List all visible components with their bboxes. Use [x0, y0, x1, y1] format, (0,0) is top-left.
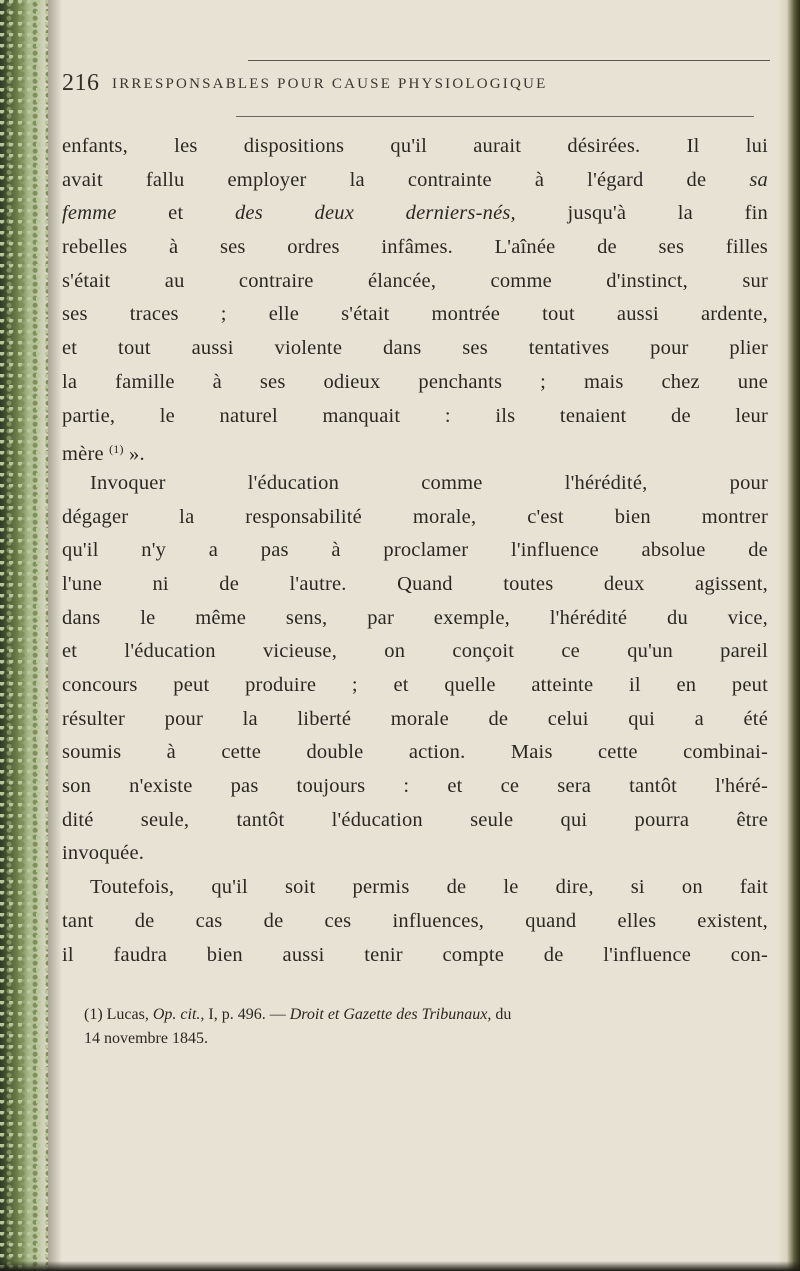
text-line: l'une ni de l'autre. Quand toutes deux agissent,	[62, 572, 768, 595]
top-rule	[248, 60, 770, 61]
text-line: femme et des deux derniers-nés, jusqu'à la fin	[62, 202, 768, 225]
text-line: enfants, les dispositions qu'il aurait désirées. Il lui	[62, 135, 768, 157]
text-line: tant de cas de ces influences, quand elles existent,	[62, 909, 768, 932]
text-line: rebelles à ses ordres infâmes. L'aînée de ses filles	[62, 236, 768, 259]
body-text	[62, 130, 768, 972]
text-line: il faudra bien aussi tenir compte de l'influence con-	[62, 943, 768, 966]
text-line: partie, le naturel manquait : ils tenaient de leur	[62, 404, 768, 427]
italic-phrase: des deux derniers-nés,	[234, 202, 516, 225]
footnote-line: 14 novembre 1845.	[84, 1030, 208, 1047]
footnote-reference: (1)	[109, 442, 124, 457]
page-number: 216	[62, 70, 100, 96]
footnote-line: (1) Lucas, Op. cit., I, p. 496. — Droit et Gazette des Tribunaux, du	[84, 1006, 512, 1023]
italic-word: femme	[62, 202, 117, 225]
text-line: Toutefois, qu'il soit permis de le dire, si on fait	[90, 876, 768, 899]
header-rule	[236, 116, 754, 117]
text-line: soumis à cette double action. Mais cette combinai-	[62, 741, 768, 764]
text-line: avait fallu employer la contrainte à l'égard de sa	[62, 168, 769, 191]
text-line: invoquée.	[62, 842, 145, 865]
page-right-edge	[778, 0, 800, 1271]
text-line: dans le même sens, par exemple, l'hérédité du vice,	[62, 606, 768, 629]
text-line: la famille à ses odieux penchants ; mais chez une	[62, 370, 768, 393]
page-bottom-edge	[0, 1261, 800, 1271]
text-line: s'était au contraire élancée, comme d'instinct, sur	[62, 269, 768, 292]
text-line: concours peut produire ; et quelle atteinte il en peut	[62, 674, 768, 696]
running-title: IRRESPONSABLES POUR CAUSE PHYSIOLOGIQUE	[112, 76, 548, 92]
text-line: qu'il n'y a pas à proclamer l'influence absolue de	[62, 539, 768, 562]
text-line: et l'éducation vicieuse, on conçoit ce qu'un pareil	[62, 640, 768, 663]
footnote	[84, 1003, 774, 1051]
binding-shadow	[48, 0, 62, 1271]
text-line: dité seule, tantôt l'éducation seule qui pourra être	[62, 808, 768, 831]
text-line: Invoquer l'éducation comme l'hérédité, pour	[90, 471, 768, 494]
text-line: et tout aussi violente dans ses tentatives pour plier	[62, 337, 768, 360]
text-line: résulter pour la liberté morale de celui qui a été	[62, 707, 768, 730]
text-line: son n'existe pas toujours : et ce sera tantôt l'héré-	[62, 775, 768, 798]
book-binding-edge	[0, 0, 48, 1271]
italic-word: sa	[749, 168, 769, 191]
text-line: dégager la responsabilité morale, c'est bien montrer	[62, 505, 768, 528]
text-line: ses traces ; elle s'était montrée tout aussi ardente,	[62, 303, 768, 326]
text-line: mère $^{(1)}$ ».	[62, 442, 145, 466]
page-header	[62, 70, 782, 104]
